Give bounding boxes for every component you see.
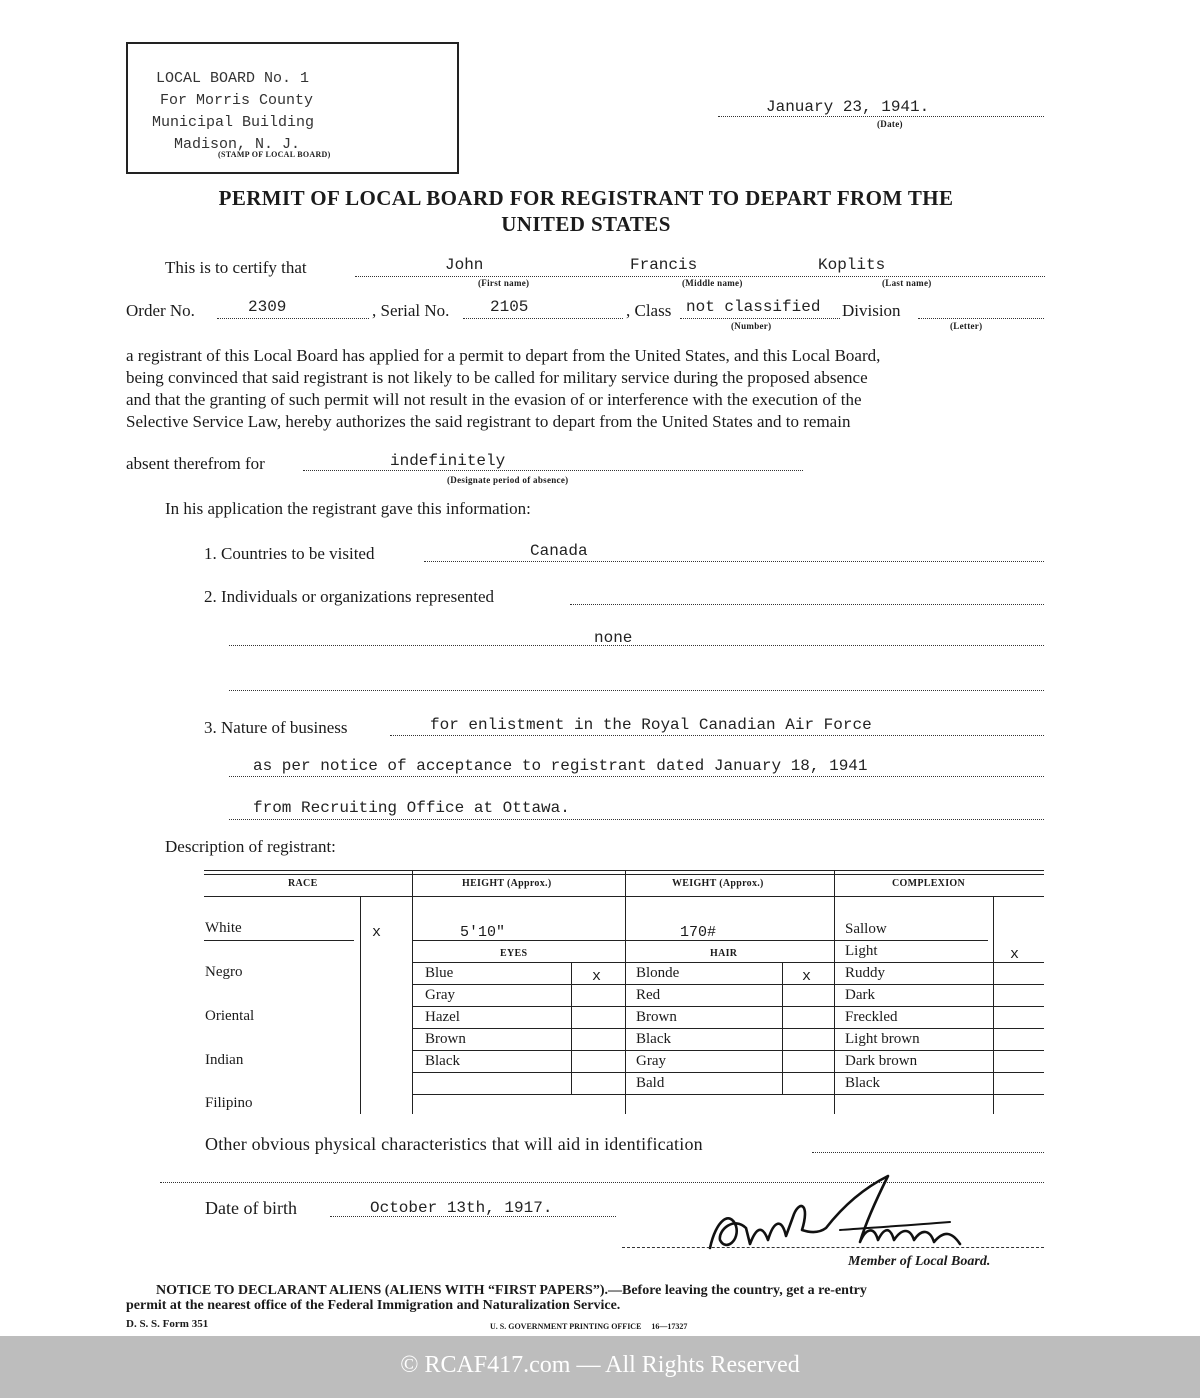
serial-label: , Serial No. <box>372 301 450 320</box>
business-line-2 <box>229 776 1044 777</box>
letter-caption: (Letter) <box>950 321 983 331</box>
middle-name-value: Francis <box>630 256 698 274</box>
eyes-mark: x <box>592 968 602 985</box>
race-filipino: Filipino <box>205 1095 253 1111</box>
division-line <box>918 318 1044 319</box>
complexion-dark: Dark <box>845 987 875 1003</box>
eyes-header: EYES <box>500 948 528 959</box>
complexion-light: Light <box>845 943 878 959</box>
eyes-hazel: Hazel <box>425 1009 460 1025</box>
other-characteristics-label: Other obvious physical characteristics that will aid in identification <box>205 1134 703 1154</box>
division-label: Division <box>842 301 901 320</box>
individuals-label: 2. Individuals or organizations represented <box>204 587 495 606</box>
table-rule <box>834 870 835 1114</box>
application-intro: In his application the registrant gave this information: <box>165 499 531 518</box>
table-rule <box>834 940 988 941</box>
hair-brown: Brown <box>636 1009 677 1025</box>
countries-value: Canada <box>530 542 588 560</box>
height-header: HEIGHT (Approx.) <box>462 878 552 889</box>
eyes-gray: Gray <box>425 987 455 1003</box>
absent-value: indefinitely <box>390 452 506 470</box>
serial-line <box>463 318 623 319</box>
last-name-value: Koplits <box>818 256 886 274</box>
certify-lead: This is to certify that <box>165 258 307 277</box>
table-rule <box>412 1072 834 1073</box>
individuals-value: none <box>594 629 633 647</box>
paragraph-line: being convinced that said registrant is not likely to be called for military service during the proposed absence <box>126 368 868 387</box>
table-rule <box>204 940 354 941</box>
hair-black: Black <box>636 1031 671 1047</box>
form-number: D. S. S. Form 351 <box>126 1318 209 1330</box>
table-rule <box>834 984 1044 985</box>
stamp-line: Municipal Building <box>152 114 315 131</box>
countries-line <box>424 561 1044 562</box>
weight-header: WEIGHT (Approx.) <box>672 878 764 889</box>
table-rule <box>204 896 1044 897</box>
paragraph-line: Selective Service Law, hereby authorizes the said registrant to depart from the United States and to remain <box>126 412 851 431</box>
local-board-stamp <box>126 42 459 174</box>
table-rule <box>412 1006 834 1007</box>
date-line <box>718 116 1044 117</box>
middle-name-caption: (Middle name) <box>682 278 743 288</box>
table-rule <box>412 1094 834 1095</box>
hair-header: HAIR <box>710 948 738 959</box>
complexion-black: Black <box>845 1075 880 1091</box>
class-value: not classified <box>686 298 821 316</box>
order-value: 2309 <box>248 298 287 316</box>
notice-line1: NOTICE TO DECLARANT ALIENS (ALIENS WITH “FIRST PAPERS”).—Before leaving the country, get a re-entry <box>156 1283 867 1298</box>
table-rule <box>204 874 1044 875</box>
absent-caption: (Designate period of absence) <box>447 475 569 485</box>
table-rule <box>993 896 994 1114</box>
business-value: from Recruiting Office at Ottawa. <box>253 799 570 817</box>
table-rule <box>625 870 626 1114</box>
business-value: for enlistment in the Royal Canadian Air Force <box>430 716 872 734</box>
other-line <box>812 1152 1044 1153</box>
race-oriental: Oriental <box>205 1008 255 1024</box>
complexion-freckled: Freckled <box>845 1009 898 1025</box>
business-label: 3. Nature of business <box>204 718 348 737</box>
table-rule <box>834 1050 1044 1051</box>
business-line-3 <box>229 819 1044 820</box>
complexion-ruddy: Ruddy <box>845 965 886 981</box>
countries-label: 1. Countries to be visited <box>204 544 375 563</box>
table-rule <box>834 1028 1044 1029</box>
table-rule <box>834 1006 1044 1007</box>
weight-value: 170# <box>680 924 717 941</box>
individuals-line <box>570 604 1044 605</box>
member-caption: Member of Local Board. <box>848 1254 991 1269</box>
hair-mark: x <box>802 968 812 985</box>
last-name-caption: (Last name) <box>882 278 932 288</box>
printer-imprint: U. S. GOVERNMENT PRINTING OFFICE 16—17327 <box>490 1322 688 1331</box>
complexion-header: COMPLEXION <box>892 878 965 889</box>
complexion-mark: x <box>1010 946 1020 963</box>
business-line-1 <box>390 735 1044 736</box>
paragraph-line: and that the granting of such permit will not result in the evasion of or interference with the execution of the <box>126 390 862 409</box>
member-line <box>622 1247 1044 1248</box>
eyes-blue: Blue <box>425 965 454 981</box>
table-rule <box>834 1094 1044 1095</box>
date-value: January 23, 1941. <box>766 98 930 116</box>
order-line <box>217 318 369 319</box>
race-negro: Negro <box>205 964 243 980</box>
number-caption: (Number) <box>731 321 772 331</box>
hair-blonde: Blonde <box>636 965 680 981</box>
stamp-caption: (STAMP OF LOCAL BOARD) <box>218 150 331 159</box>
complexion-dark-brown: Dark brown <box>845 1053 918 1069</box>
table-rule <box>412 1050 834 1051</box>
stamp-line: LOCAL BOARD No. 1 <box>156 70 310 87</box>
description-table <box>204 870 1044 1114</box>
absent-line <box>303 470 803 471</box>
eyes-black: Black <box>425 1053 460 1069</box>
class-line <box>680 318 840 319</box>
eyes-brown: Brown <box>425 1031 466 1047</box>
copyright-text: © RCAF417.com — All Rights Reserved <box>400 1352 800 1378</box>
date-caption: (Date) <box>877 119 903 129</box>
table-rule <box>412 1028 834 1029</box>
table-rule <box>412 962 834 963</box>
first-name-caption: (First name) <box>478 278 530 288</box>
individuals-line-3 <box>229 690 1044 691</box>
stamp-line: Madison, N. J. <box>174 136 301 153</box>
description-label: Description of registrant: <box>165 837 336 856</box>
race-header: RACE <box>288 878 318 889</box>
individuals-line-2 <box>229 645 1044 646</box>
first-name-value: John <box>445 256 484 274</box>
dob-value: October 13th, 1917. <box>370 1199 553 1217</box>
race-indian: Indian <box>205 1052 244 1068</box>
paragraph-line: a registrant of this Local Board has applied for a permit to depart from the United States, and this Local Board, <box>126 346 881 365</box>
table-rule <box>412 984 834 985</box>
class-label: , Class <box>626 301 672 320</box>
copyright-band <box>0 1336 1200 1398</box>
serial-value: 2105 <box>490 298 529 316</box>
table-rule <box>834 1072 1044 1073</box>
table-rule <box>204 870 1044 871</box>
form-title-line1: PERMIT OF LOCAL BOARD FOR REGISTRANT TO DEPART FROM THE <box>218 186 954 210</box>
notice-line2: permit at the nearest office of the Federal Immigration and Naturalization Service. <box>126 1298 621 1313</box>
order-label: Order No. <box>126 301 195 320</box>
race-white: White <box>205 920 242 936</box>
height-value: 5'10" <box>460 924 506 941</box>
table-rule <box>412 870 413 1114</box>
hair-bald: Bald <box>636 1075 665 1091</box>
dob-label: Date of birth <box>205 1198 297 1218</box>
complexion-sallow: Sallow <box>845 921 887 937</box>
stamp-line: For Morris County <box>160 92 314 109</box>
hair-gray: Gray <box>636 1053 666 1069</box>
hair-red: Red <box>636 987 661 1003</box>
absent-label: absent therefrom for <box>126 454 265 473</box>
form-title-line2: UNITED STATES <box>501 212 671 236</box>
complexion-light-brown: Light brown <box>845 1031 920 1047</box>
business-value: as per notice of acceptance to registrant dated January 18, 1941 <box>253 757 868 775</box>
race-mark: x <box>372 924 382 941</box>
name-line <box>355 276 1045 277</box>
table-rule <box>360 896 361 1114</box>
